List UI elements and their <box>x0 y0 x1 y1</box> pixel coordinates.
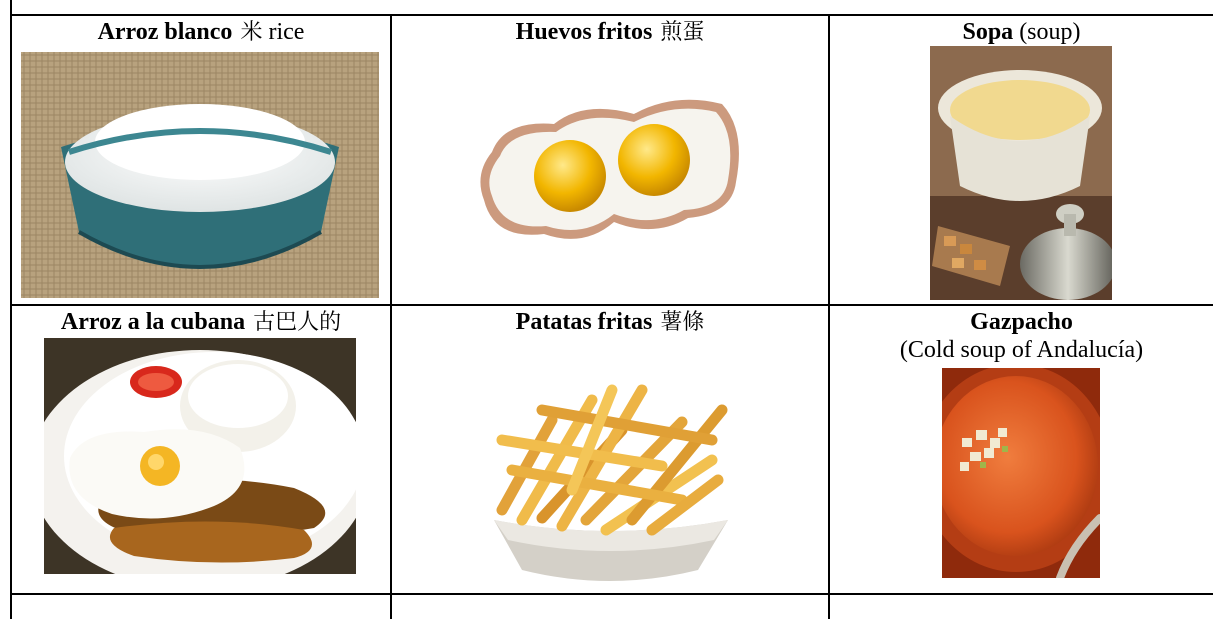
row-divider <box>10 593 1213 595</box>
food-caption <box>392 18 828 47</box>
food-native-name: 薯條 <box>660 310 705 335</box>
food-native-name: 煎蛋 <box>660 20 705 45</box>
food-cell-gazpacho <box>830 306 1213 593</box>
food-caption <box>12 18 390 47</box>
cuban-rice-image <box>44 338 356 574</box>
food-gloss: (Cold soup of Andalucía) <box>899 337 1144 363</box>
food-cell-huevos-fritos <box>392 16 828 304</box>
food-cell-arroz-a-la-cubana <box>12 306 390 593</box>
soup-pot-image <box>930 46 1112 300</box>
food-caption <box>392 308 828 337</box>
food-name: Arroz blanco <box>97 19 233 45</box>
food-caption <box>12 308 390 337</box>
rice-bowl-image <box>21 52 379 298</box>
food-gloss: rice <box>268 19 305 45</box>
food-gloss: (soup) <box>1019 19 1081 45</box>
food-name: Huevos fritos <box>515 19 653 45</box>
fried-eggs-image <box>474 90 748 250</box>
food-cell-arroz-blanco <box>12 16 390 304</box>
food-cell-sopa <box>830 16 1213 304</box>
gazpacho-image <box>942 368 1100 578</box>
food-caption <box>830 308 1213 336</box>
food-name: Gazpacho <box>970 309 1073 335</box>
food-name: Arroz a la cubana <box>60 309 246 335</box>
french-fries-image <box>482 370 738 592</box>
food-native-name: 古巴人的 <box>253 310 342 335</box>
food-native-name: 米 <box>240 20 263 45</box>
food-name: Patatas fritas <box>515 309 653 335</box>
food-cell-patatas-fritas <box>392 306 828 593</box>
food-name: Sopa <box>962 19 1014 45</box>
food-caption <box>830 18 1213 46</box>
